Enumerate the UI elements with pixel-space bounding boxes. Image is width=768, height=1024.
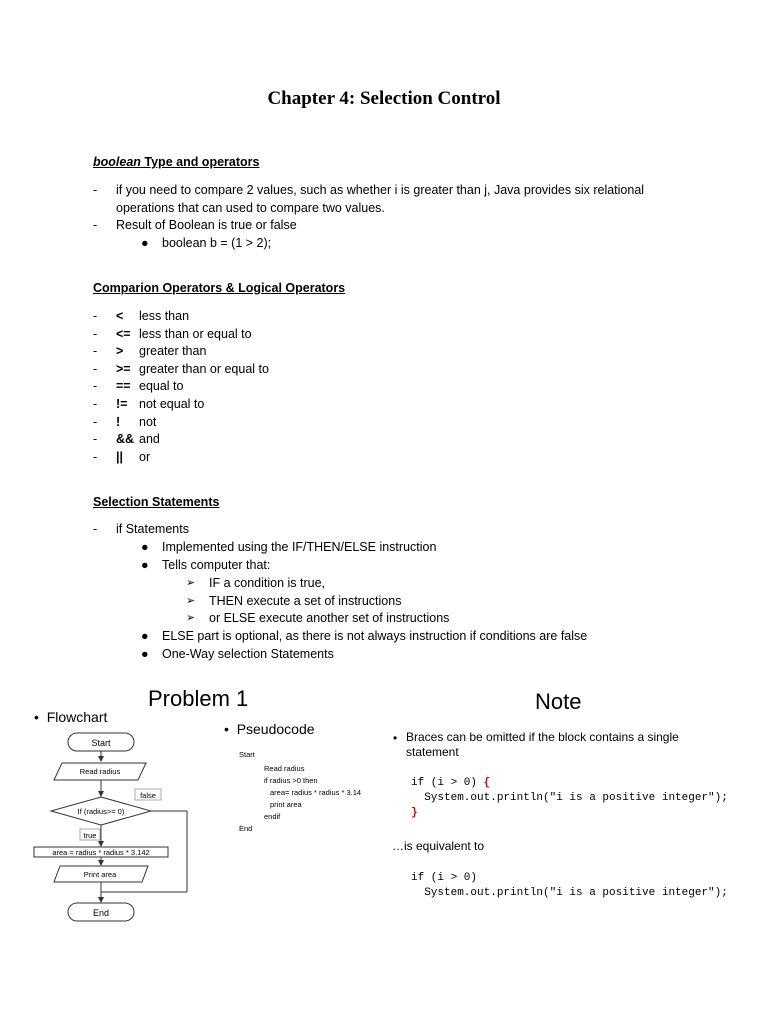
bullet-marker: ● — [141, 540, 149, 554]
item-text: THEN execute a set of instructions — [209, 594, 402, 608]
pseudo-line: area= radius * radius * 3.14 — [270, 788, 362, 797]
item-text: or ELSE execute another set of instructions — [209, 611, 450, 625]
flow-decision-text: If (radius>= 0) — [77, 807, 125, 816]
flow-end-text: End — [92, 908, 110, 918]
pseudocode-label: • Pseudocode — [224, 721, 315, 737]
item-text: boolean b = (1 > 2); — [162, 236, 272, 250]
operator-desc: greater than — [139, 344, 207, 359]
operator-item — [0, 396, 768, 414]
note-bullet: • — [393, 731, 398, 745]
bullet-item — [0, 557, 768, 575]
pseudo-line: print area — [270, 800, 302, 809]
dash-marker: - — [93, 218, 98, 232]
item-text: if Statements — [116, 522, 189, 536]
pseudo-line: End — [239, 824, 253, 833]
heading-italic: boolean — [93, 155, 141, 169]
section-heading-selection: Selection Statements — [93, 495, 220, 509]
item-text: Implemented using the IF/THEN/ELSE instruction — [162, 540, 437, 554]
operator-symbol: || — [116, 449, 123, 464]
dash-marker: - — [93, 414, 98, 429]
operator-symbol: > — [116, 344, 124, 359]
bullet-marker: ● — [141, 558, 149, 572]
code-brace: } — [411, 807, 418, 819]
flow-false-text: false — [140, 791, 156, 800]
item-text: Result of Boolean is true or false — [116, 218, 297, 232]
bullet-item — [0, 646, 768, 664]
flowchart-label-text: Flowchart — [46, 709, 108, 725]
code-line: System.out.println("i is a positive integer"); — [411, 887, 728, 899]
item-text: if you need to compare 2 values, such as whether i is greater than j, Java provides six relational — [116, 183, 645, 197]
operator-symbol: == — [116, 379, 131, 394]
item-text: One-Way selection Statements — [162, 647, 334, 661]
dash-marker: - — [93, 309, 98, 323]
heading-rest: Type and operators — [140, 155, 260, 169]
note-bullet-text — [406, 730, 679, 760]
operator-desc: greater than or equal to — [139, 361, 269, 376]
dash-marker: - — [93, 449, 98, 464]
list-item — [0, 217, 768, 235]
dash-marker: - — [93, 344, 98, 359]
arrow-bullet-icon: ➢ — [186, 577, 196, 589]
item-text: ELSE part is optional, as there is not always instruction if conditions are false — [162, 629, 588, 643]
item-text: IF a condition is true, — [209, 576, 326, 590]
dash-marker: - — [93, 361, 98, 376]
note-line: Braces can be omitted if the block contains a single — [406, 730, 679, 744]
operator-symbol: ! — [116, 414, 121, 429]
item-text: operations that can used to compare two values. — [116, 201, 385, 215]
list-item-continuation — [0, 200, 768, 218]
pseudo-line: if radius >0 then — [264, 776, 318, 785]
flow-true-text: true — [83, 831, 97, 840]
code-text: if (i > 0) — [411, 777, 484, 789]
section-heading-boolean — [93, 155, 259, 169]
equivalent-text: …is equivalent to — [392, 839, 485, 853]
operator-desc: not equal to — [139, 397, 205, 411]
arrow-bullet-icon: ➢ — [186, 595, 196, 607]
pseudo-line: Read radius — [264, 764, 305, 773]
code-brace: { — [483, 777, 491, 789]
bullet-marker: ● — [141, 236, 149, 250]
flowchart-label: • Flowchart — [34, 709, 108, 725]
item-text: Tells computer that: — [162, 558, 271, 572]
section-heading-operators: Comparion Operators & Logical Operators — [93, 281, 346, 295]
pseudo-line: endif — [264, 812, 281, 821]
operator-item — [0, 343, 768, 361]
operator-item — [0, 431, 768, 449]
dash-marker: - — [93, 379, 98, 394]
operator-item — [0, 361, 768, 379]
flow-read-text: Read radius — [79, 767, 121, 776]
slide-title-problem: Problem 1 — [148, 686, 249, 711]
dash-marker: - — [93, 326, 98, 341]
operator-item — [0, 308, 768, 326]
operator-desc: less than or equal to — [139, 326, 252, 341]
operator-desc: not — [139, 414, 157, 429]
operator-symbol: <= — [116, 326, 131, 341]
list-item — [0, 182, 768, 200]
code-line — [411, 777, 490, 789]
slide-title-note: Note — [535, 689, 582, 714]
bullet-item — [0, 539, 768, 557]
operator-item — [0, 449, 768, 467]
operator-symbol: >= — [116, 361, 131, 376]
code-line: System.out.println("i is a positive integer"); — [411, 792, 728, 804]
operator-item — [0, 378, 768, 396]
operator-desc: equal to — [139, 379, 184, 394]
flow-print-text: Print area — [83, 870, 117, 879]
operator-item — [0, 326, 768, 344]
pseudocode-label-text: Pseudocode — [236, 721, 315, 737]
sub-bullet-item — [0, 610, 768, 628]
dash-marker: - — [93, 183, 98, 197]
operator-desc: less than — [139, 309, 190, 323]
list-item — [0, 521, 768, 539]
code-line: if (i > 0) — [411, 872, 478, 884]
operator-desc: or — [139, 449, 151, 464]
bullet-item — [0, 235, 768, 253]
arrow-bullet-icon: ➢ — [186, 612, 196, 624]
operator-symbol: && — [116, 432, 135, 447]
pseudo-line: Start — [239, 750, 255, 759]
dash-marker: - — [93, 397, 98, 411]
dash-marker: - — [93, 522, 98, 536]
operator-item — [0, 414, 768, 432]
flowchart-diagram — [30, 728, 200, 928]
page-title: Chapter 4: Selection Control — [267, 88, 501, 109]
bullet-item — [0, 628, 768, 646]
operator-symbol: < — [116, 309, 124, 323]
flow-compute-text: area = radius * radius * 3.142 — [52, 848, 150, 857]
dash-marker: - — [93, 432, 98, 447]
note-line: statement — [406, 745, 459, 759]
bullet-marker: ● — [141, 629, 149, 643]
bullet-marker: ● — [141, 647, 149, 661]
sub-bullet-item — [0, 593, 768, 611]
operator-desc: and — [139, 432, 160, 447]
operator-symbol: != — [116, 397, 128, 411]
flow-start-text: Start — [91, 738, 111, 748]
sub-bullet-item — [0, 575, 768, 593]
